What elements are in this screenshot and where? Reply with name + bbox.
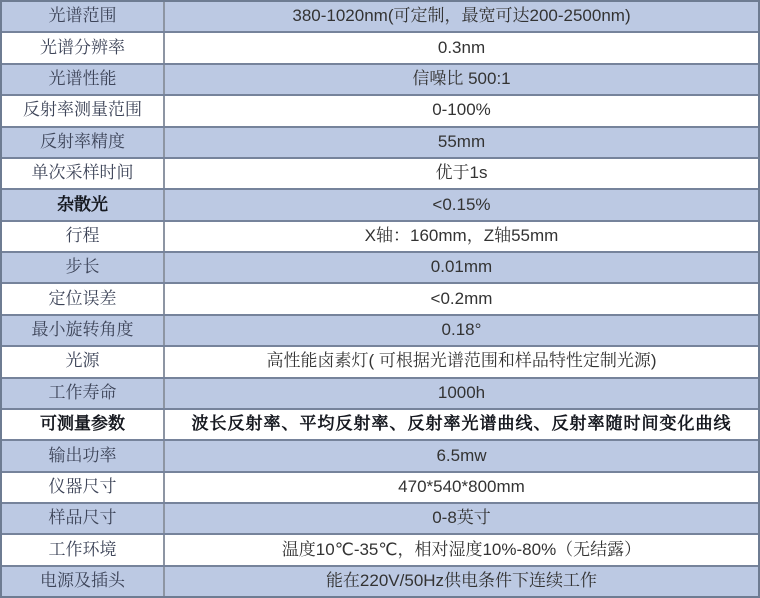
spec-label: 输出功率 (2, 441, 165, 470)
spec-label: 杂散光 (2, 190, 165, 219)
spec-value: 0-100% (432, 100, 491, 120)
spec-value: <0.2mm (430, 288, 493, 308)
spec-label: 可测量参数 (2, 410, 165, 439)
spec-label: 单次采样时间 (2, 159, 165, 188)
spec-label: 光源 (2, 347, 165, 376)
spec-value: 信噪比 500:1 (412, 69, 511, 89)
spec-label: 仪器尺寸 (2, 473, 165, 502)
spec-label: 工作寿命 (2, 379, 165, 408)
table-row (2, 441, 758, 472)
spec-label: 光谱性能 (2, 65, 165, 94)
spec-label: 步长 (2, 253, 165, 282)
spec-label: 行程 (2, 222, 165, 251)
spec-value: 高性能卤素灯( 可根据光谱范围和样品特性定制光源) (266, 351, 657, 371)
spec-value: 380-1020nm(可定制，最宽可达200-2500nm) (292, 6, 631, 26)
spec-label: 定位误差 (2, 284, 165, 313)
spec-label: 反射率精度 (2, 128, 165, 157)
spec-value: 优于1s (435, 163, 488, 183)
spec-label: 反射率测量范围 (2, 96, 165, 125)
spec-value: 6.5mw (436, 445, 487, 465)
table-row (2, 316, 758, 347)
spec-value: 0-8英寸 (432, 508, 491, 528)
table-row (2, 504, 758, 535)
table-row (2, 410, 758, 441)
table-row (2, 128, 758, 159)
table-row (2, 567, 758, 596)
spec-label: 最小旋转角度 (2, 316, 165, 345)
table-row (2, 284, 758, 315)
spec-value: X轴：160mm，Z轴55mm (364, 225, 559, 245)
table-row (2, 190, 758, 221)
spec-value: 温度10℃-35℃，相对湿度10%-80%（无结露） (281, 539, 642, 559)
spec-value: 0.3nm (437, 37, 486, 57)
spec-label: 光谱范围 (2, 2, 165, 31)
spec-label: 电源及插头 (2, 567, 165, 596)
spec-label: 工作环境 (2, 535, 165, 564)
spec-value: 0.18° (441, 320, 482, 340)
table-row (2, 379, 758, 410)
spec-value: 0.01mm (430, 257, 493, 277)
spec-value: 波长反射率、平均反射率、反射率光谱曲线、反射率随时间变化曲线 (191, 414, 732, 434)
table-row (2, 33, 758, 64)
table-row (2, 159, 758, 190)
table-row (2, 347, 758, 378)
table-row (2, 473, 758, 504)
spec-value: 470*540*800mm (398, 476, 525, 496)
spec-label: 样品尺寸 (2, 504, 165, 533)
table-row (2, 222, 758, 253)
table-row (2, 96, 758, 127)
spec-value: 能在220V/50Hz供电条件下连续工作 (325, 571, 598, 591)
spec-value: <0.15% (432, 194, 491, 214)
table-row (2, 253, 758, 284)
table-row (2, 65, 758, 96)
table-row (2, 2, 758, 33)
spec-value: 1000h (437, 382, 486, 402)
table-row (2, 535, 758, 566)
spec-value: 55mm (437, 131, 486, 151)
spec-label: 光谱分辨率 (2, 33, 165, 62)
